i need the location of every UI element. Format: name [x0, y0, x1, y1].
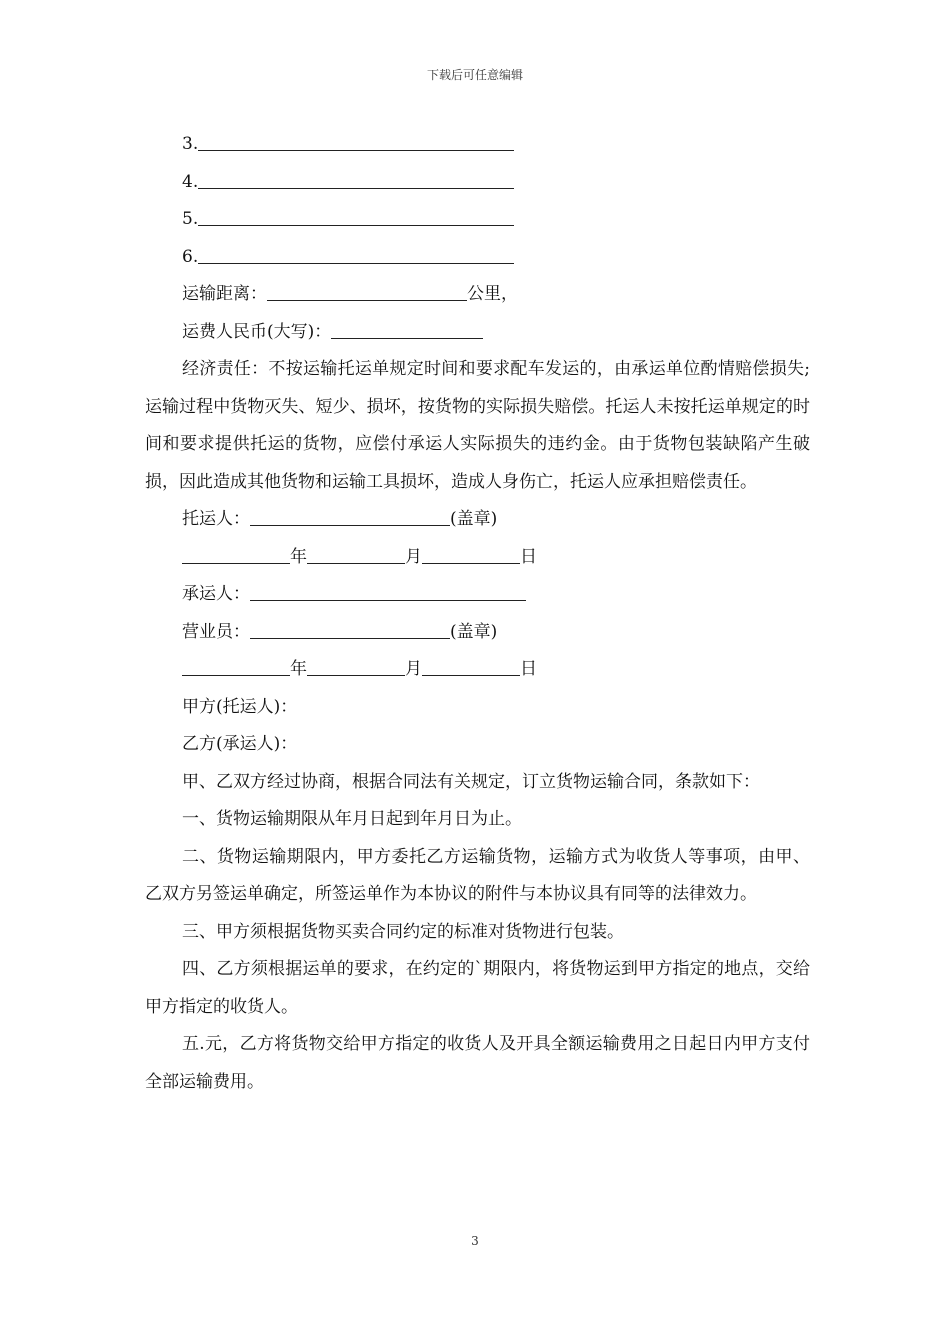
intro-paragraph: 甲、乙双方经过协商，根据合同法有关规定，订立货物运输合同，条款如下：: [182, 771, 760, 792]
shipper-seal: (盖章): [450, 509, 498, 529]
numbered-item-3: [145, 126, 810, 164]
fill-blank: [198, 207, 514, 226]
salesperson-seal: (盖章): [450, 621, 498, 642]
numbered-item-4: [145, 164, 810, 202]
distance-unit: 公里，: [467, 284, 518, 304]
clause-1: 一、货物运输期限从年月日起到年月日为止。: [182, 809, 522, 829]
item-number: 3.: [182, 134, 199, 154]
distance-label: 运输距离：: [182, 284, 267, 304]
page-number: 3: [471, 1234, 479, 1248]
shipper-blank: [250, 507, 450, 526]
carrier-blank: [250, 582, 526, 601]
clause-4: 四、乙方须根据运单的要求，在约定的`期限内，将货物运到甲方指定的地点，交给甲方指定的收货人。: [145, 959, 810, 1017]
fill-blank: [198, 170, 514, 189]
carrier-line: [145, 576, 810, 614]
year-blank: [182, 657, 290, 676]
date-line-1: [145, 539, 810, 577]
distance-blank: [267, 282, 467, 301]
party-b-line: 乙方(承运人)：: [182, 734, 298, 754]
clause-5: 五.元，乙方将货物交给甲方指定的收货人及开具全额运输费用之日起日内甲方支付全部运输费用。: [145, 1034, 810, 1092]
year-label: 年: [290, 546, 307, 567]
numbered-item-6: [145, 239, 810, 277]
numbered-item-5: [145, 201, 810, 239]
date-line-2: [145, 651, 810, 689]
fee-line: [145, 314, 810, 352]
salesperson-label: 营业员：: [182, 621, 250, 642]
fill-blank: [198, 132, 514, 151]
document-body: [145, 126, 810, 1101]
clause-3: 三、甲方须根据货物买卖合同约定的标准对货物进行包装。: [182, 921, 624, 942]
page-header: 下载后可任意编辑: [426, 68, 523, 82]
shipper-label: 托运人：: [182, 509, 250, 529]
salesperson-blank: [250, 620, 450, 639]
item-number: 6.: [182, 246, 199, 267]
year-label: 年: [290, 659, 307, 679]
carrier-label: 承运人：: [182, 584, 250, 604]
day-label: 日: [520, 546, 537, 567]
day-blank: [422, 545, 520, 564]
month-blank: [307, 657, 405, 676]
distance-line: [145, 276, 810, 314]
month-label: 月: [405, 546, 422, 567]
month-blank: [307, 545, 405, 564]
day-label: 日: [520, 659, 537, 679]
fill-blank: [198, 245, 514, 264]
salesperson-line: [145, 614, 810, 652]
liability-paragraph: 经济责任：不按运输托运单规定时间和要求配车发运的，由承运单位酌情赔偿损失;运输过程中货物灭失、短少、损坏，按货物的实际损失赔偿。托运人未按托运单规定的时间和要求提供托运的货物，应偿付承运人实际损失的违约金。由于货物包装缺陷产生破损，因此造成其他货物和运输工具损坏，造成人身伤亡，托运人应承担赔偿责任。: [145, 359, 810, 492]
month-label: 月: [405, 659, 422, 679]
fee-blank: [331, 320, 483, 339]
year-blank: [182, 545, 290, 564]
party-a-line: 甲方(托运人)：: [182, 696, 298, 717]
day-blank: [422, 657, 520, 676]
fee-label: 运费人民币(大写)：: [182, 321, 332, 342]
clause-2: 二、货物运输期限内，甲方委托乙方运输货物，运输方式为收货人等事项，由甲、乙双方另签运单确定，所签运单作为本协议的附件与本协议具有同等的法律效力。: [145, 846, 810, 904]
item-number: 5.: [182, 209, 199, 229]
shipper-line: [145, 501, 810, 539]
item-number: 4.: [182, 171, 199, 192]
